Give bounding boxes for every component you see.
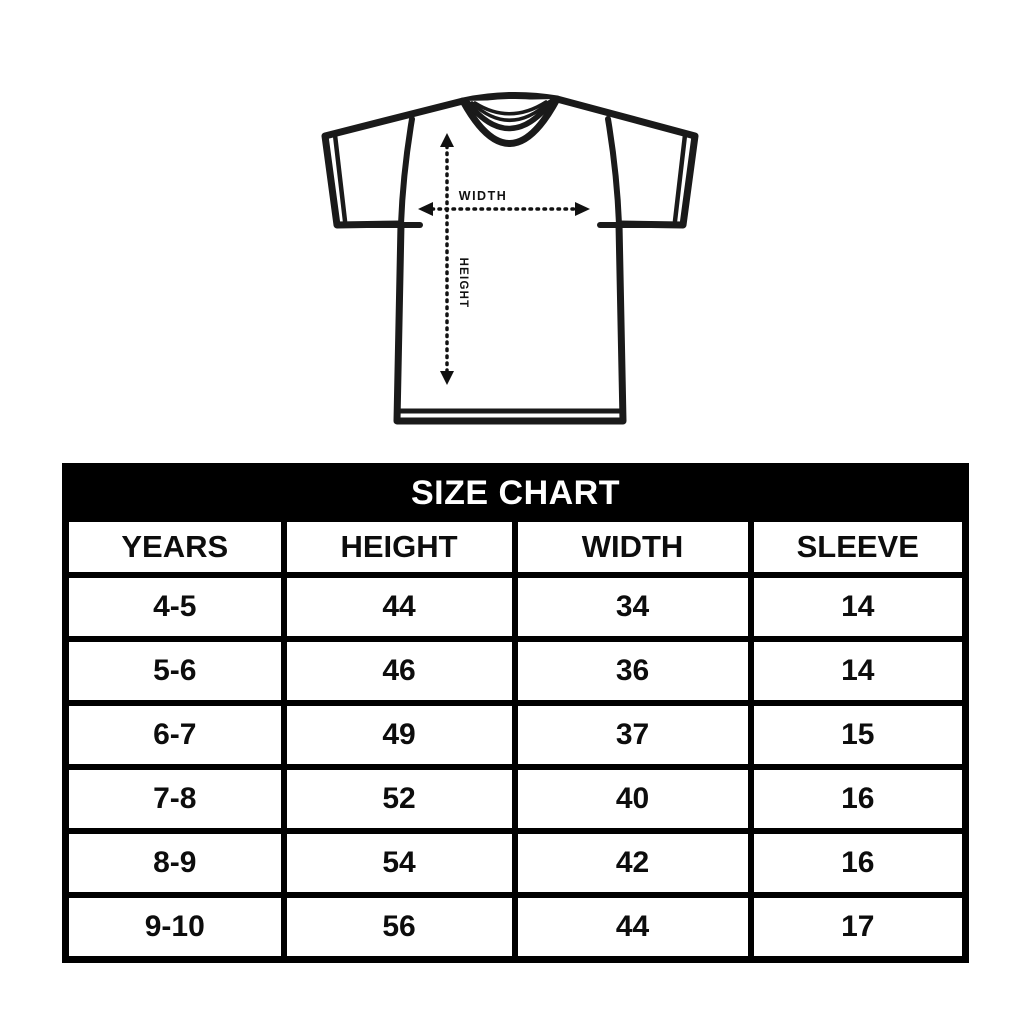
table-row xyxy=(66,575,966,639)
table-title: SIZE CHART xyxy=(66,467,966,520)
years-cell: 6-7 xyxy=(66,703,284,767)
table-row xyxy=(66,831,966,895)
column-header-width: WIDTH xyxy=(515,519,751,575)
table-row xyxy=(66,767,966,831)
sleeve-cell: 17 xyxy=(751,895,966,960)
width-cell: 37 xyxy=(515,703,751,767)
height-cell: 52 xyxy=(284,767,515,831)
height-cell: 56 xyxy=(284,895,515,960)
years-cell: 8-9 xyxy=(66,831,284,895)
height-cell: 44 xyxy=(284,575,515,639)
width-label: WIDTH xyxy=(458,189,508,203)
height-cell: 49 xyxy=(284,703,515,767)
sleeve-cell: 14 xyxy=(751,575,966,639)
sleeve-cell: 14 xyxy=(751,639,966,703)
width-cell: 44 xyxy=(515,895,751,960)
size-table xyxy=(62,463,969,963)
years-cell: 5-6 xyxy=(66,639,284,703)
height-cell: 54 xyxy=(284,831,515,895)
tshirt-diagram xyxy=(300,78,720,440)
width-cell: 36 xyxy=(515,639,751,703)
column-header-height: HEIGHT xyxy=(284,519,515,575)
years-cell: 7-8 xyxy=(66,767,284,831)
sleeve-cell: 16 xyxy=(751,831,966,895)
width-cell: 42 xyxy=(515,831,751,895)
header-row xyxy=(66,519,966,575)
sleeve-cell: 15 xyxy=(751,703,966,767)
table-row xyxy=(66,639,966,703)
tshirt-svg xyxy=(300,78,720,440)
column-header-sleeve: SLEEVE xyxy=(751,519,966,575)
height-cell: 46 xyxy=(284,639,515,703)
title-row xyxy=(66,467,966,520)
years-cell: 9-10 xyxy=(66,895,284,960)
sleeve-cell: 16 xyxy=(751,767,966,831)
table-row xyxy=(66,895,966,960)
column-header-years: YEARS xyxy=(66,519,284,575)
width-cell: 34 xyxy=(515,575,751,639)
table-row xyxy=(66,703,966,767)
years-cell: 4-5 xyxy=(66,575,284,639)
height-label: HEIGHT xyxy=(457,257,469,309)
width-cell: 40 xyxy=(515,767,751,831)
